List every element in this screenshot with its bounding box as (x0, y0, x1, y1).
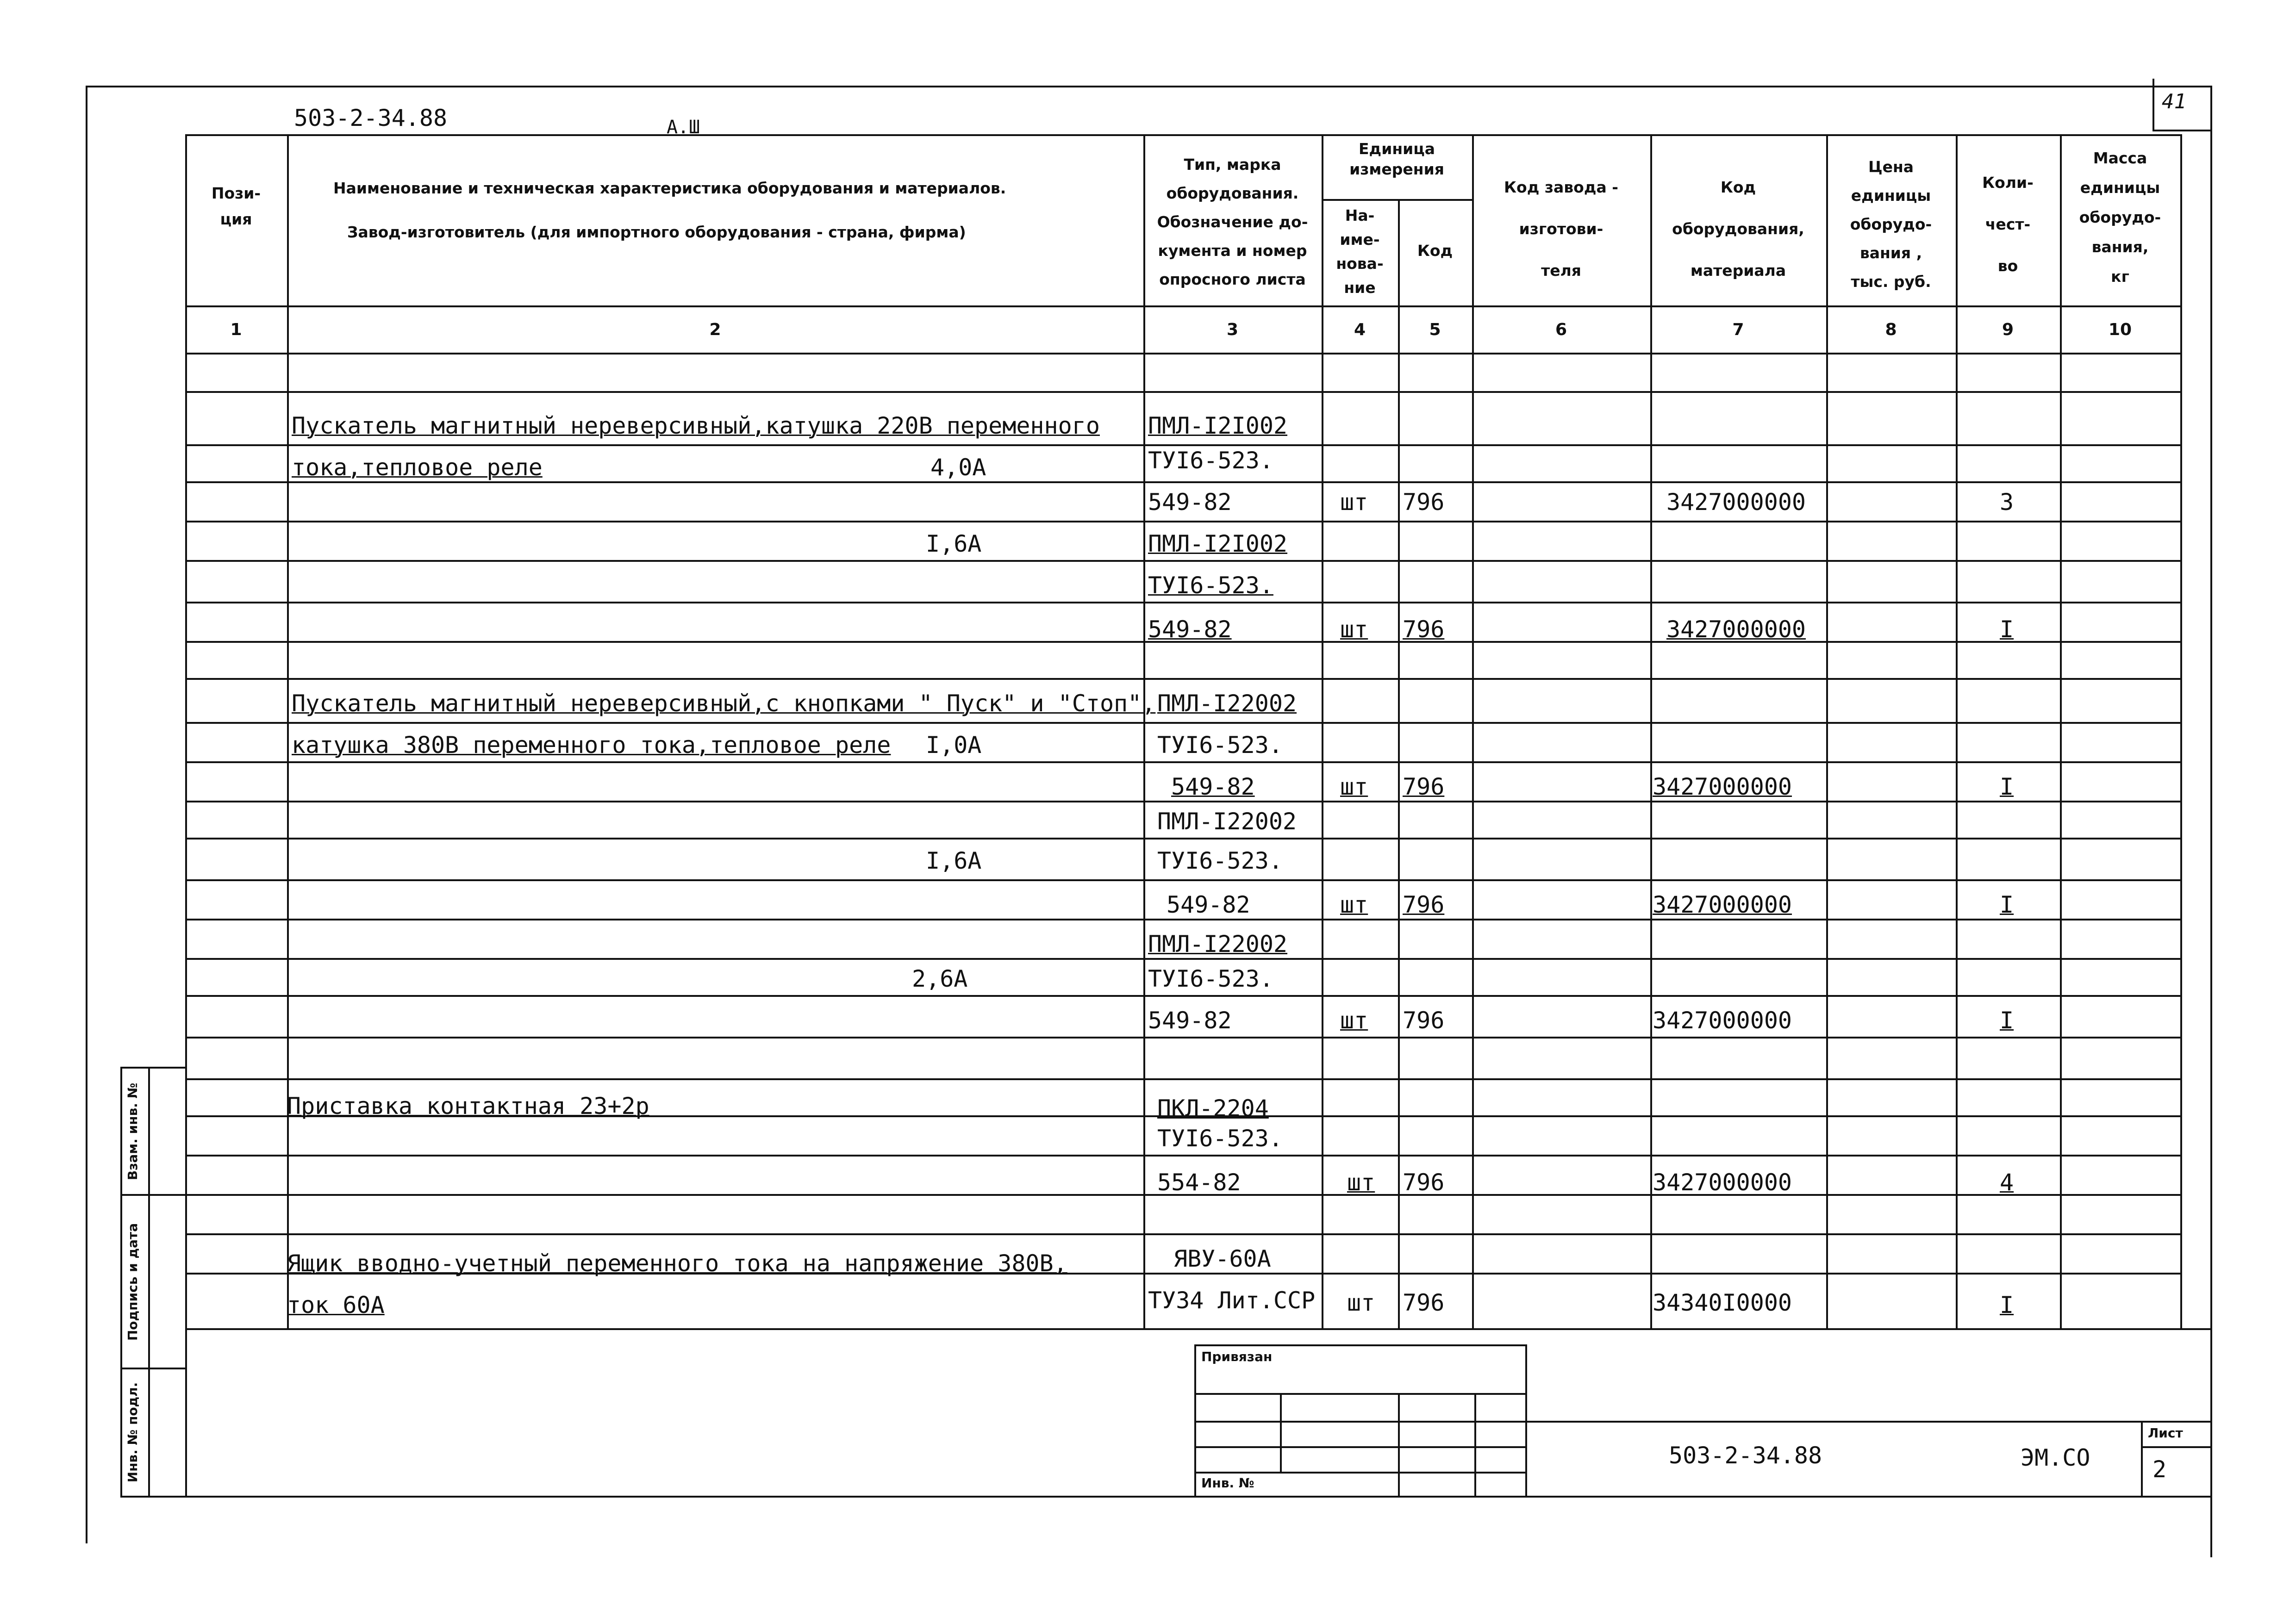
header-bottom (185, 305, 2180, 307)
item-unit-code: 796 (1403, 1289, 1445, 1316)
col-number-5: 5 (1429, 320, 1441, 339)
item-name: ток 60А (287, 1292, 385, 1318)
item-unit-code: 796 (1403, 891, 1445, 918)
tb-inv-no: Инв. № (1201, 1475, 1254, 1491)
tb-privyazan: Привязан (1201, 1349, 1273, 1364)
item-type: ТУI6-523. (1157, 732, 1283, 759)
item-type: ТУI6-523. (1148, 447, 1273, 474)
header-name-line1: Наименование и техническая характеристика оборудования и материалов. (333, 179, 1006, 197)
tb-sheet-label: Лист (2148, 1425, 2183, 1441)
item-type: ТУI6-523. (1148, 572, 1273, 599)
item-unit: шт (1347, 1169, 1375, 1196)
item-equipment-code: 3427000000 (1666, 616, 1806, 643)
item-rating: I,6А (926, 847, 982, 874)
item-equipment-code: 3427000000 (1653, 891, 1792, 918)
col-number-3: 3 (1226, 320, 1239, 339)
item-unit-code: 796 (1403, 1169, 1445, 1196)
item-quantity: I (2000, 1292, 2014, 1318)
item-type: 554-82 (1157, 1169, 1241, 1196)
header-factory-code: Код завода - изготови- теля (1504, 178, 1618, 280)
item-unit: шт (1347, 1289, 1375, 1316)
item-type: ТУI6-523. (1157, 847, 1283, 874)
doc-code-top: 503-2-34.88 (294, 105, 448, 131)
item-type: ПМЛ-I22002 (1148, 931, 1288, 958)
stamp-signature-date: Подпись и дата (125, 1223, 140, 1341)
item-unit-code: 796 (1403, 773, 1445, 800)
item-name: Ящик вводно-учетный переменного тока на напряжение 380В, (287, 1250, 1067, 1277)
item-unit: шт (1340, 891, 1368, 918)
item-type: 549-82 (1148, 489, 1232, 516)
item-rating: 2,6А (912, 965, 968, 992)
item-type: ТУI6-523. (1157, 1125, 1283, 1152)
item-name: Пускатель магнитный нереверсивный,с кнопками " Пуск" и "Стоп", (292, 690, 1156, 717)
item-name: тока,тепловое реле (292, 454, 543, 481)
tb-doc-mark: ЭМ.СО (2021, 1444, 2090, 1471)
stamp-original-inv: Инв. № подл. (125, 1382, 140, 1483)
col-number-8: 8 (1885, 320, 1897, 339)
tb-doc-code: 503-2-34.88 (1669, 1442, 1822, 1469)
header-unit-code: Код (1417, 242, 1453, 260)
stamp-replace-inv: Взам. инв. № (125, 1082, 140, 1181)
item-quantity: 4 (2000, 1169, 2014, 1196)
format-label: A.Ш (667, 117, 700, 138)
header-equipment-code: Код оборудования, материала (1672, 178, 1804, 280)
header-position: Пози- ция (211, 184, 261, 228)
col-number-4: 4 (1354, 320, 1366, 339)
item-unit-code: 796 (1403, 1007, 1445, 1034)
item-type: ПМЛ-I2I002 (1148, 412, 1288, 439)
item-quantity: 3 (2000, 489, 2014, 516)
outer-right-border (2210, 86, 2212, 1557)
item-equipment-code: 34340I0000 (1653, 1289, 1792, 1316)
outer-top-border (86, 86, 2210, 87)
col-number-2: 2 (709, 320, 721, 339)
item-type: ПМЛ-I22002 (1157, 690, 1297, 717)
item-type: ТУ34 Лит.ССР (1148, 1287, 1316, 1314)
item-equipment-code: 3427000000 (1666, 489, 1806, 516)
item-type: 549-82 (1148, 1007, 1232, 1034)
item-rating: I,0А (926, 732, 982, 759)
item-name: Пускатель магнитный нереверсивный,катушка 220В переменного (292, 412, 1100, 439)
item-unit-code: 796 (1403, 489, 1445, 516)
item-type: ТУI6-523. (1148, 965, 1273, 992)
outer-bottom-border (183, 1496, 2210, 1498)
item-unit: шт (1340, 489, 1368, 516)
item-unit: шт (1340, 1007, 1368, 1034)
item-name: катушка 380В переменного тока,тепловое реле (292, 732, 891, 759)
item-unit-code: 796 (1403, 616, 1445, 643)
table-top (185, 134, 2180, 136)
item-type: 549-82 (1167, 891, 1250, 918)
item-quantity: I (2000, 1007, 2014, 1034)
item-quantity: I (2000, 773, 2014, 800)
item-quantity: I (2000, 616, 2014, 643)
tb-sheet-no: 2 (2152, 1456, 2167, 1483)
item-unit: шт (1340, 616, 1368, 643)
col-number-6: 6 (1555, 320, 1567, 339)
header-mass: Масса единицы оборудо- вания, кг (2079, 149, 2161, 286)
header-unit-group: Единица измерения (1349, 140, 1444, 178)
item-unit: шт (1340, 773, 1368, 800)
item-type: ЯВУ-60А (1173, 1245, 1271, 1272)
header-unit-name: На- име- нова- ние (1336, 206, 1384, 297)
item-type: ПМЛ-I22002 (1157, 808, 1297, 835)
item-type: ПМЛ-I2I002 (1148, 530, 1288, 557)
colnum-bottom (185, 353, 2180, 354)
item-type: 549-82 (1148, 616, 1232, 643)
item-name: Приставка контактная 23+2р (287, 1093, 649, 1119)
col-number-1: 1 (230, 320, 242, 339)
item-rating: 4,0А (930, 454, 986, 481)
col-number-7: 7 (1732, 320, 1744, 339)
header-name-line2: Завод-изготовитель (для импортного оборудования - страна, фирма) (347, 223, 966, 241)
header-quantity: Коли- чест- во (1982, 174, 2034, 275)
item-quantity: I (2000, 891, 2014, 918)
item-rating: I,6А (926, 530, 982, 557)
header-price: Цена единицы оборудо- вания , тыс. руб. (1850, 158, 1932, 291)
table-right (2180, 134, 2182, 1328)
item-equipment-code: 3427000000 (1653, 1007, 1792, 1034)
item-type: ПКЛ-2204 (1157, 1095, 1269, 1122)
corner-sheet-number: 41 (2162, 90, 2186, 113)
item-equipment-code: 3427000000 (1653, 1169, 1792, 1196)
item-equipment-code: 3427000000 (1653, 773, 1792, 800)
col-number-10: 10 (2108, 320, 2132, 339)
outer-left-border (86, 86, 87, 1543)
header-type: Тип, марка оборудования. Обозначение до- кумента и номер опросного листа (1157, 155, 1308, 288)
item-type: 549-82 (1171, 773, 1255, 800)
col-number-9: 9 (2002, 320, 2014, 339)
